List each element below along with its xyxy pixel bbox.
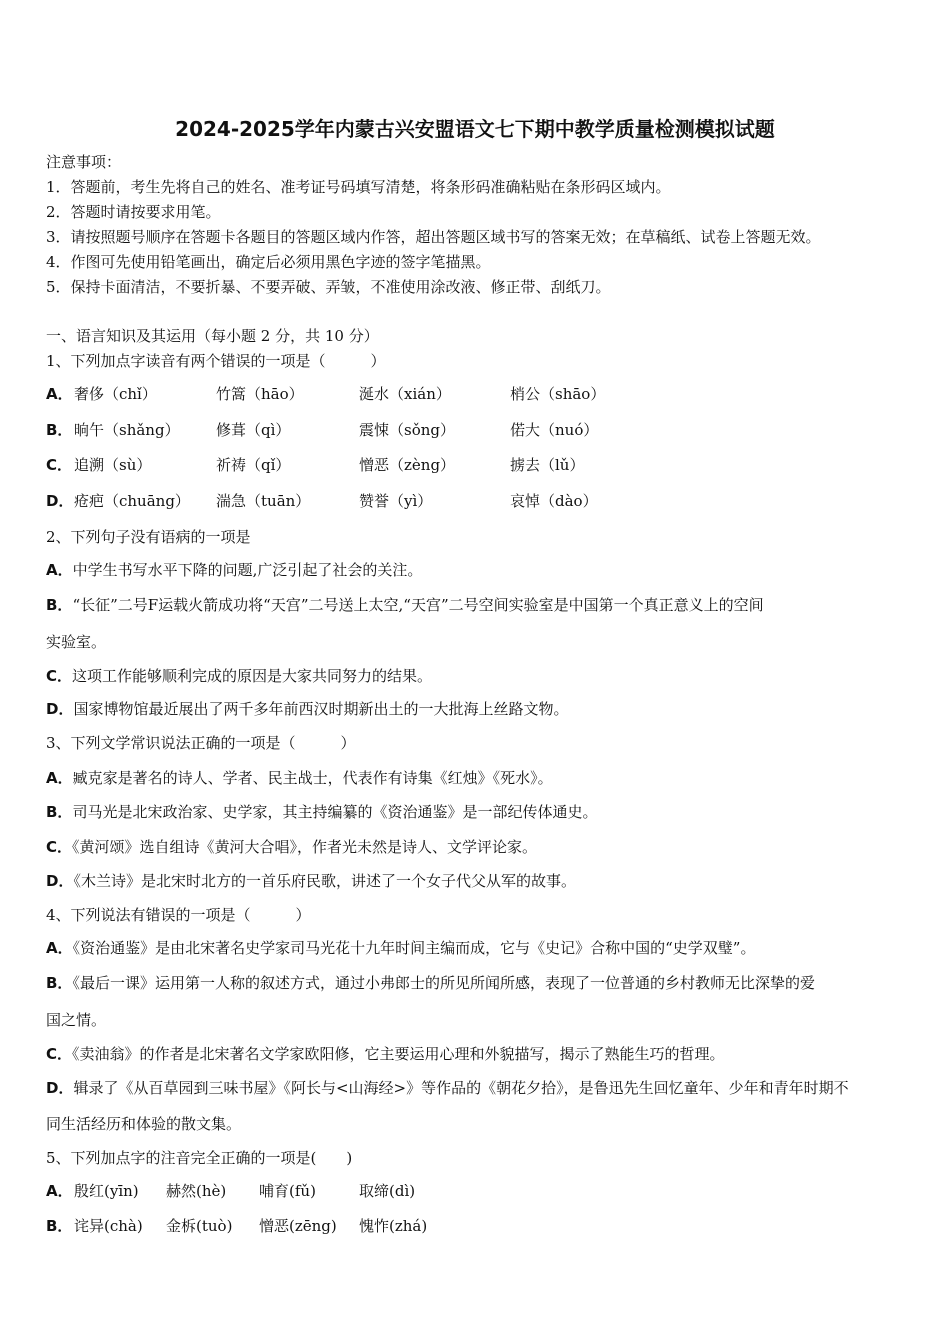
option-line [46,973,815,993]
option-cell: 愧怍(zhá) [359,1217,428,1235]
option-line [46,699,568,719]
option-line [46,1044,725,1064]
option-label: B． [46,421,73,439]
option-text: 《最后一课》运用第一人称的叙述方式，通过小弗郎士的所见所闻所感，表现了一位普通的乡村教师无比深挚的爱 [72,974,815,992]
option-cell: 哺育(fǔ) [259,1182,316,1200]
question-stem: 5、下列加点字的注音完全正确的一项是( ) [46,1149,353,1167]
option-line [46,802,597,822]
notice-item: 3．请按照题号顺序在答题卡各题目的答题区域内作答，超出答题区域书写的答案无效；在草稿纸、试卷上答题无效。 [46,228,821,246]
option-text: 《木兰诗》是北宋时北方的一首乐府民歌，讲述了一个女子代父从军的故事。 [73,872,576,890]
option-text: “长征”二号F运载火箭成功将“天宫”二号送上太空,“天宫”二号空间实验室是中国第一个真正意义上的空间 [72,596,764,614]
option-cell: 掳去（lǔ） [510,456,585,474]
option-cell: 取缔(dì) [359,1182,416,1200]
option-cell: 震悚（sǒng） [359,421,455,439]
option-line [46,1078,849,1098]
option-label: B． [46,803,73,821]
question-stem: 2、下列句子没有语病的一项是 [46,528,251,546]
option-text: 臧克家是著名的诗人、学者、民主战士，代表作有诗集《红烛》《死水》。 [72,769,553,787]
option-cell: 殷红(yīn) [74,1182,139,1200]
option-label: D． [46,1079,74,1097]
option-cell: 竹篙（hāo） [216,385,304,403]
option-cell: 憎恶(zēng) [259,1217,337,1235]
option-label: A． [46,385,73,403]
option-continuation: 同生活经历和体验的散文集。 [46,1115,242,1133]
option-cell: 祈祷（qǐ） [216,456,291,474]
option-label: B． [46,1217,73,1235]
option-line [46,666,432,686]
option-label: A． [46,939,73,957]
option-text: 这项工作能够顺利完成的原因是大家共同努力的结果。 [72,667,433,685]
option-label: C． [46,1045,73,1063]
option-cell: 梢公（shāo） [510,385,606,403]
option-line [46,768,553,788]
option-cell: 奢侈（chǐ） [74,385,157,403]
option-label: A． [46,561,73,579]
option-label: C． [46,667,73,685]
option-label: D． [46,492,74,510]
question-stem: 4、下列说法有错误的一项是（ ） [46,906,311,924]
option-text: 《资治通鉴》是由北宋著名史学家司马光花十九年时间主编而成，它与《史记》合称中国的“史学双璧”。 [72,939,756,957]
notice-item: 5．保持卡面清洁，不要折暴、不要弄破、弄皱，不准使用涂改液、修正带、刮纸刀。 [46,278,611,296]
notice-heading: 注意事项： [46,153,122,171]
option-cell: 追溯（sù） [74,456,152,474]
question-stem: 3、下列文学常识说法正确的一项是（ ） [46,734,356,752]
option-cell: 赞誉（yì） [359,492,433,510]
option-label: D． [46,700,74,718]
option-line [46,560,422,580]
option-cell: 憎恶（zèng） [359,456,456,474]
option-continuation: 实验室。 [46,633,107,651]
question-stem: 1、下列加点字读音有两个错误的一项是（ ） [46,352,386,370]
section-heading: 一、语言知识及其运用（每小题 2 分，共 10 分） [46,327,379,345]
option-label: A． [46,769,73,787]
option-label: C． [46,456,73,474]
option-label: C． [46,838,73,856]
option-line [46,595,764,615]
option-cell: 修葺（qì） [216,421,291,439]
option-label: D． [46,872,74,890]
option-text: 《黄河颂》选自组诗《黄河大合唱》，作者光未然是诗人、文学评论家。 [72,838,538,856]
option-cell: 偌大（nuó） [510,421,599,439]
option-label: B． [46,596,73,614]
option-text: 中学生书写水平下降的问题,广泛引起了社会的关注。 [72,561,423,579]
option-cell: 晌午（shǎng） [74,421,180,439]
option-cell: 金柝(tuò) [166,1217,233,1235]
notice-item: 2．答题时请按要求用笔。 [46,203,221,221]
option-line [46,871,576,891]
option-text: 司马光是北宋政治家、史学家，其主持编纂的《资治通鉴》是一部纪传体通史。 [72,803,598,821]
option-text: 辑录了《从百草园到三味书屋》《阿长与<山海经>》等作品的《朝花夕拾》，是鲁迅先生回忆童年、少年和青年时期不 [73,1079,849,1097]
option-text: 《卖油翁》的作者是北宋著名文学家欧阳修，它主要运用心理和外貌描写，揭示了熟能生巧的哲理。 [72,1045,725,1063]
option-cell: 湍急（tuān） [216,492,311,510]
notice-item: 4．作图可先使用铅笔画出，确定后必须用黑色字迹的签字笔描黑。 [46,253,491,271]
option-line [46,837,537,857]
notice-item: 1．答题前，考生先将自己的姓名、准考证号码填写清楚，将条形码准确粘贴在条形码区域内。 [46,178,671,196]
option-cell: 哀悼（dào） [510,492,598,510]
option-text: 国家博物馆最近展出了两千多年前西汉时期新出土的一大批海上丝路文物。 [73,700,569,718]
option-continuation: 国之情。 [46,1011,107,1029]
option-label: A． [46,1182,73,1200]
option-label: B． [46,974,73,992]
option-cell: 疮疤（chuāng） [74,492,190,510]
page-title: 2024-2025学年内蒙古兴安盟语文七下期中教学质量检测模拟试题 [175,117,775,141]
option-cell: 涎水（xián） [359,385,451,403]
option-line [46,938,755,958]
option-cell: 诧异(chà) [74,1217,143,1235]
option-cell: 赫然(hè) [166,1182,227,1200]
